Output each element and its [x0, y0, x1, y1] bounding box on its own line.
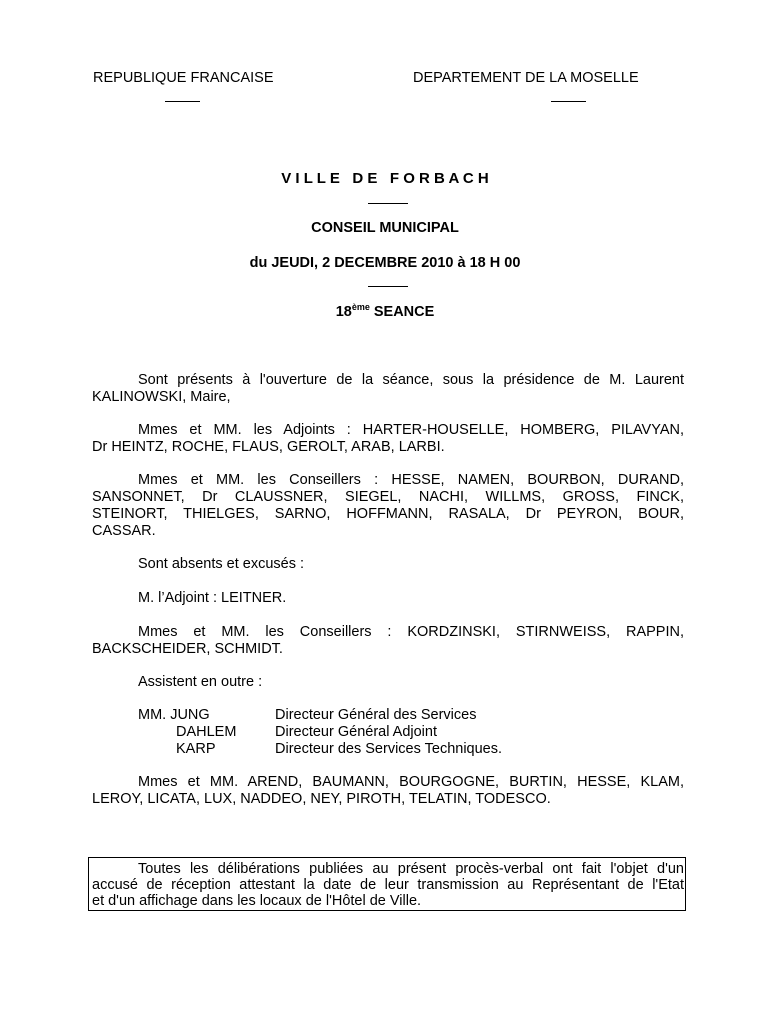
notice-line-1: Toutes les délibérations publiées au présent procès-verbal ont fait l'objet d'un: [138, 861, 684, 877]
others-line-2: LEROY, LICATA, LUX, NADDEO, NEY, PIROTH, TELATIN, TODESCO.: [92, 791, 551, 807]
city-title: V I L L E D E F O R B A C H: [281, 170, 489, 187]
assistent-heading: Assistent en outre :: [138, 674, 263, 690]
staff-role: Directeur Général Adjoint: [275, 724, 437, 740]
staff-name: DAHLEM: [176, 724, 237, 740]
header-right-divider: [551, 101, 586, 102]
others-line-1: Mmes et MM. AREND, BAUMANN, BOURGOGNE, BURTIN, HESSE, KLAM,: [138, 774, 684, 790]
header-right: DEPARTEMENT DE LA MOSELLE: [413, 70, 639, 86]
session-number: 18ème SEANCE: [335, 302, 435, 320]
adjoints-line-2: Dr HEINTZ, ROCHE, FLAUS, GEROLT, ARAB, LARBI.: [92, 439, 445, 455]
staff-role: Directeur Général des Services: [275, 707, 477, 723]
staff-name: MM. JUNG: [138, 707, 210, 723]
header-left-divider: [165, 101, 200, 102]
staff-name: KARP: [176, 741, 216, 757]
date-divider: [368, 286, 408, 287]
absent-adjoint: M. l’Adjoint : LEITNER.: [138, 590, 287, 606]
notice-line-3: et d'un affichage dans les locaux de l'Hôtel de Ville.: [92, 893, 422, 909]
present-line-1: Sont présents à l'ouverture de la séance, sous la présidence de M. Laurent: [138, 372, 684, 388]
session-date: du JEUDI, 2 DECEMBRE 2010 à 18 H 00: [249, 255, 521, 271]
city-divider: [368, 203, 408, 204]
absents-heading: Sont absents et excusés :: [138, 556, 305, 572]
council-title: CONSEIL MUNICIPAL: [311, 220, 459, 236]
notice-line-2: accusé de réception attestant la date de leur transmission au Représentant de l'Etat: [92, 877, 684, 893]
header-left: REPUBLIQUE FRANCAISE: [93, 70, 274, 86]
staff-role: Directeur des Services Techniques.: [275, 741, 503, 757]
absent-conseillers-line-2: BACKSCHEIDER, SCHMIDT.: [92, 641, 283, 657]
conseillers-line-1: Mmes et MM. les Conseillers : HESSE, NAMEN, BOURBON, DURAND,: [138, 472, 684, 488]
adjoints-line-1: Mmes et MM. les Adjoints : HARTER-HOUSELLE, HOMBERG, PILAVYAN,: [138, 422, 684, 438]
conseillers-line-2: SANSONNET, Dr CLAUSSNER, SIEGEL, NACHI, WILLMS, GROSS, FINCK,: [92, 489, 684, 505]
conseillers-line-3: STEINORT, THIELGES, SARNO, HOFFMANN, RASALA, Dr PEYRON, BOUR,: [92, 506, 684, 522]
conseillers-line-4: CASSAR.: [92, 523, 156, 539]
absent-conseillers-line-1: Mmes et MM. les Conseillers : KORDZINSKI, STIRNWEISS, RAPPIN,: [138, 624, 684, 640]
present-line-2: KALINOWSKI, Maire,: [92, 389, 231, 405]
